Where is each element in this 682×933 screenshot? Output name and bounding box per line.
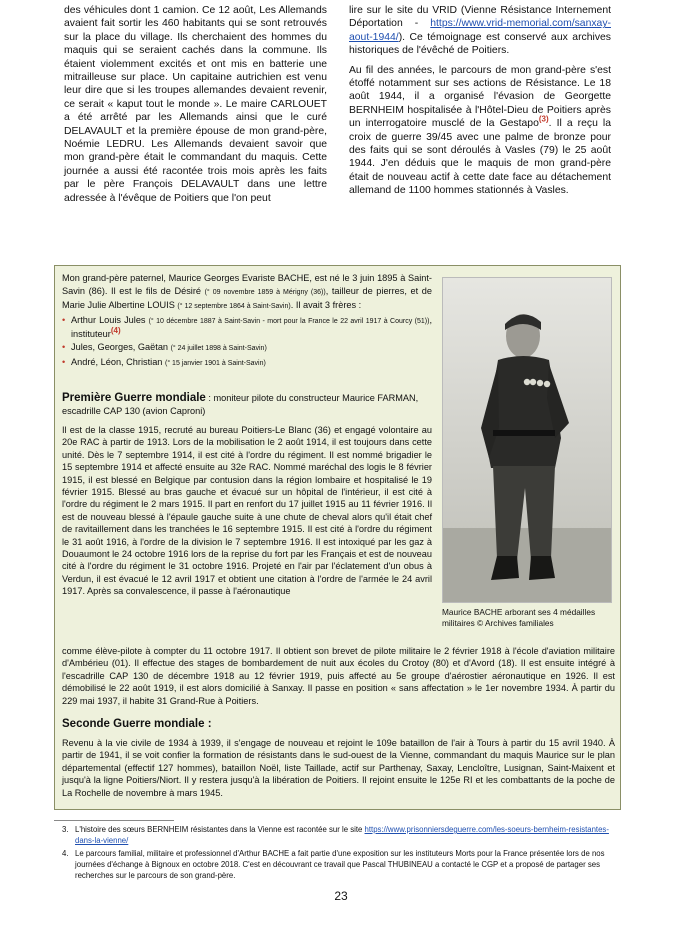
text: Au fil des années, le parcours de mon grand-père s'est étoffé notamment sur ses actions de Résistance. Le 18 août 1944, il a organisé l'évasion de Georgette BERNHEIM hospitalisée à l'Hôtel-Dieu de Poitiers après un interrogatoire musclé de la Gestapo — [349, 64, 611, 130]
ww2-heading: Seconde Guerre mondiale : — [62, 718, 212, 730]
text: André, Léon, Christian — [71, 356, 165, 367]
text: lire sur le site du VRID (Vienne Résistance Internement Déportation - — [349, 5, 611, 30]
text: Le parcours familial, militaire et professionnel d'Arthur BACHE a fait partie d'une exposition sur les instituteurs Morts pour la France présentée lors de nos journées d'échange à Bignoux en octobre 2018. C'est en découvrant ce travail que Pascal THUBINEAU a contacté le CGP et a proposé de partager ses recherches sur le parcours de son grand-père. — [75, 849, 605, 880]
footnote-ref-4[interactable]: (4) — [110, 326, 121, 336]
list-item — [62, 314, 432, 341]
footnote-number: 4. — [62, 849, 69, 858]
intro-paragraph — [62, 272, 432, 314]
biography-intro — [62, 272, 432, 370]
paragraph: des véhicules dont 1 camion. Ce 12 août, Les Allemands avaient fait sortir les 460 habitants qui se sont retrouvés sur la place du village. Ils cherchaient des hommes du maquis qui se seraient cachés dans la commune. Ils étaient violemment excités et ont mis en batterie une mitrailleuse sur place. Un capitaine autrichien est venu leur dire que si les troupes allemandes devaient revenir, ce serait « kaput tout le monde ». Le maire CARLOUET a été arrêté par les Allemands ainsi que le curé DELAVAULT et la première épouse de mon grand-père, Noémie LEDRU. Les Allemands devaient savoir que mon grand-père était le commandant du maquis. Cette journée a aussi été racontée trois mois après les faits par le père François DELAVAULT dans une lettre adressée à l'évêque de Poitiers que l'on peut — [64, 5, 327, 204]
text: . Il avait 3 frères : — [290, 300, 362, 311]
section-heading: Première Guerre mondiale — [62, 392, 206, 404]
list-item — [62, 341, 432, 356]
ww1-text-continued: comme élève-pilote à compter du 11 octobre 1917. Il obtient son brevet de pilote militaire le 2 février 1918 à l'école d'aviation militaire d'Ambérieu (01). Il effectue des stages de bombardement de nuit aux écoles du Crotoy (80) et d'Avord (18). Il est ensuite intégré à l'escadrille CAP 130 de décembre 1918 au 12 février 1919, puis affecté au 5e groupe d'aérostier aéronautique en 1926. Il est démobilisé le 22 août 1919, il est alors domicilié à Sanxay. Il passe en position « sans affectation » le 1er novembre 1934. À partir du 229 mai 1937, il habite 31 Grand-Rue à Poitiers. — [62, 646, 615, 706]
paragraph — [349, 64, 611, 198]
text: (° 10 décembre 1887 à Saint-Savin - mort pour la France le 22 avril 1917 à Courcy (51)) — [148, 317, 430, 325]
text: (° 15 janvier 1901 à Saint-Savin) — [164, 359, 266, 367]
footnotes — [62, 824, 615, 883]
left-column — [64, 4, 327, 211]
text: , instituteur — [71, 314, 432, 340]
text: . Il a reçu la croix de guerre 39/45 avec une palme de bronze pour des faits qui se sont déroulés à Vasles (79) le 25 août 1944. J'en déduis que le maquis de mon grand-père était de nouveau actif à cette date face au détachement allemand de 1100 hommes stationnés à Vasles. — [349, 118, 611, 197]
footnote-4 — [62, 848, 615, 881]
footnote-number: 3. — [62, 825, 69, 834]
text: , tailleur de pierres, et de Marie Julie Albertine LOUIS — [62, 285, 432, 311]
ww1-heading-block — [62, 392, 432, 417]
ww2-text: Revenu à la vie civile de 1934 à 1939, il s'engage de nouveau et rejoint le 109e bataillon de l'air à Tours à partir du 15 avril 1940. À partir de 1941, il se voit confier la formation de résistants dans le sud-ouest de la Vienne, commandant du maquis Maurice sur le plan départemental (effectif 127 hommes), bataillon Noël, liste Taillade, actif sur Parthenay, Saxay, Lencloître, Lusignan, Saint-Maixent et jusqu'à la ligne Poitiers/Niort. Il y restera jusqu'à la libération de Poitiers. Il rejoint ensuite le 125e RI et les combattants de la poche de La Rochelle de novembre à mars 1945. — [62, 738, 615, 798]
vrid-link[interactable]: https://www.vrid-memorial.com/sanxay-aout-1944/ — [349, 18, 611, 43]
paragraph — [349, 4, 611, 58]
footnote-3 — [62, 824, 615, 846]
text: L'histoire des sœurs BERNHEIM résistantes dans la Vienne est racontée sur le site — [75, 825, 365, 834]
ww1-text: Il est de la classe 1915, recruté au bureau Poitiers-Le Blanc (36) et engagé volontaire au 20e RAC à partir de 1913. Lors de la mobilisation le 2 août 1914, il est toujours dans cette unité. Dès le 7 septembre 1914, il est cité à l'ordre du régiment. Il est nommé brigadier le 15 septembre 1914 et affecté ensuite au 32e RAC. Nommé maréchal des logis le 8 février 1915, il est blessé en Belgique par contusion dans la région lombaire et hospitalisé le 19 février 1915. Blessé au bras gauche et évacué sur un hôpital de l'intérieur, il est cité à l'ordre du régiment le 2 mars 1915. Il part en renfort du 17 juillet 1915 au 11 février 1916. Il est de nouveau blessé à l'épaule gauche suite à une chute de cheval alors qu'il était chef de ravitaillement dans les tranchées le 16 septembre 1915. Il est cité à l'ordre du régiment le 31 août 1916, à l'ordre de la division le 7 septembre 1916. Il est intoxiqué par les gaz à Douaumont le 24 octobre 1916 lors de la reprise du fort par les Français et est de nouveau cité à l'ordre du régiment le 31 octobre 1916. Projeté en l'air par l'éclatement d'un obus à Verdun, il est évacué le 12 avril 1917 et obtient une citation à l'ordre de l'armée le 24 avril 1917. Après sa convalescence, il passe à l'aéronautique — [62, 425, 432, 597]
portrait-illustration — [443, 278, 612, 603]
right-column — [349, 4, 611, 204]
text: Jules, Georges, Gaëtan — [71, 341, 171, 352]
text: Mon grand-père paternel, Maurice Georges Evariste BACHE, est né le 3 juin 1895 à Saint-Savin (86). Il est le fils de Désiré — [62, 273, 432, 296]
portrait-photo — [442, 277, 612, 603]
photo-caption: Maurice BACHE arborant ses 4 médailles militaires © Archives familiales — [442, 607, 596, 628]
page-number: 23 — [334, 889, 348, 903]
text: (° 24 juillet 1898 à Saint-Savin) — [170, 344, 267, 352]
section-subtitle: : moniteur pilote du constructeur Maurice FARMAN, escadrille CAP 130 (avion Caproni) — [62, 393, 419, 416]
text: (° 12 septembre 1864 à Saint-Savin) — [177, 303, 291, 311]
footnote-ref-3[interactable]: (3) — [538, 114, 549, 124]
text: ). Ce témoignage est conservé aux archives historiques de l'évêché de Poitiers. — [349, 31, 611, 57]
text: (° 09 novembre 1859 à Mérigny (36)) — [204, 288, 326, 296]
prisonniers-link[interactable]: https://www.prisonniersdeguerre.com/les-soeurs-bernheim-resistantes-dans-la-vienne/ — [75, 825, 609, 845]
brothers-list — [62, 314, 432, 370]
list-item — [62, 356, 432, 371]
text: Arthur Louis Jules — [71, 314, 149, 325]
footnote-separator — [54, 820, 174, 821]
